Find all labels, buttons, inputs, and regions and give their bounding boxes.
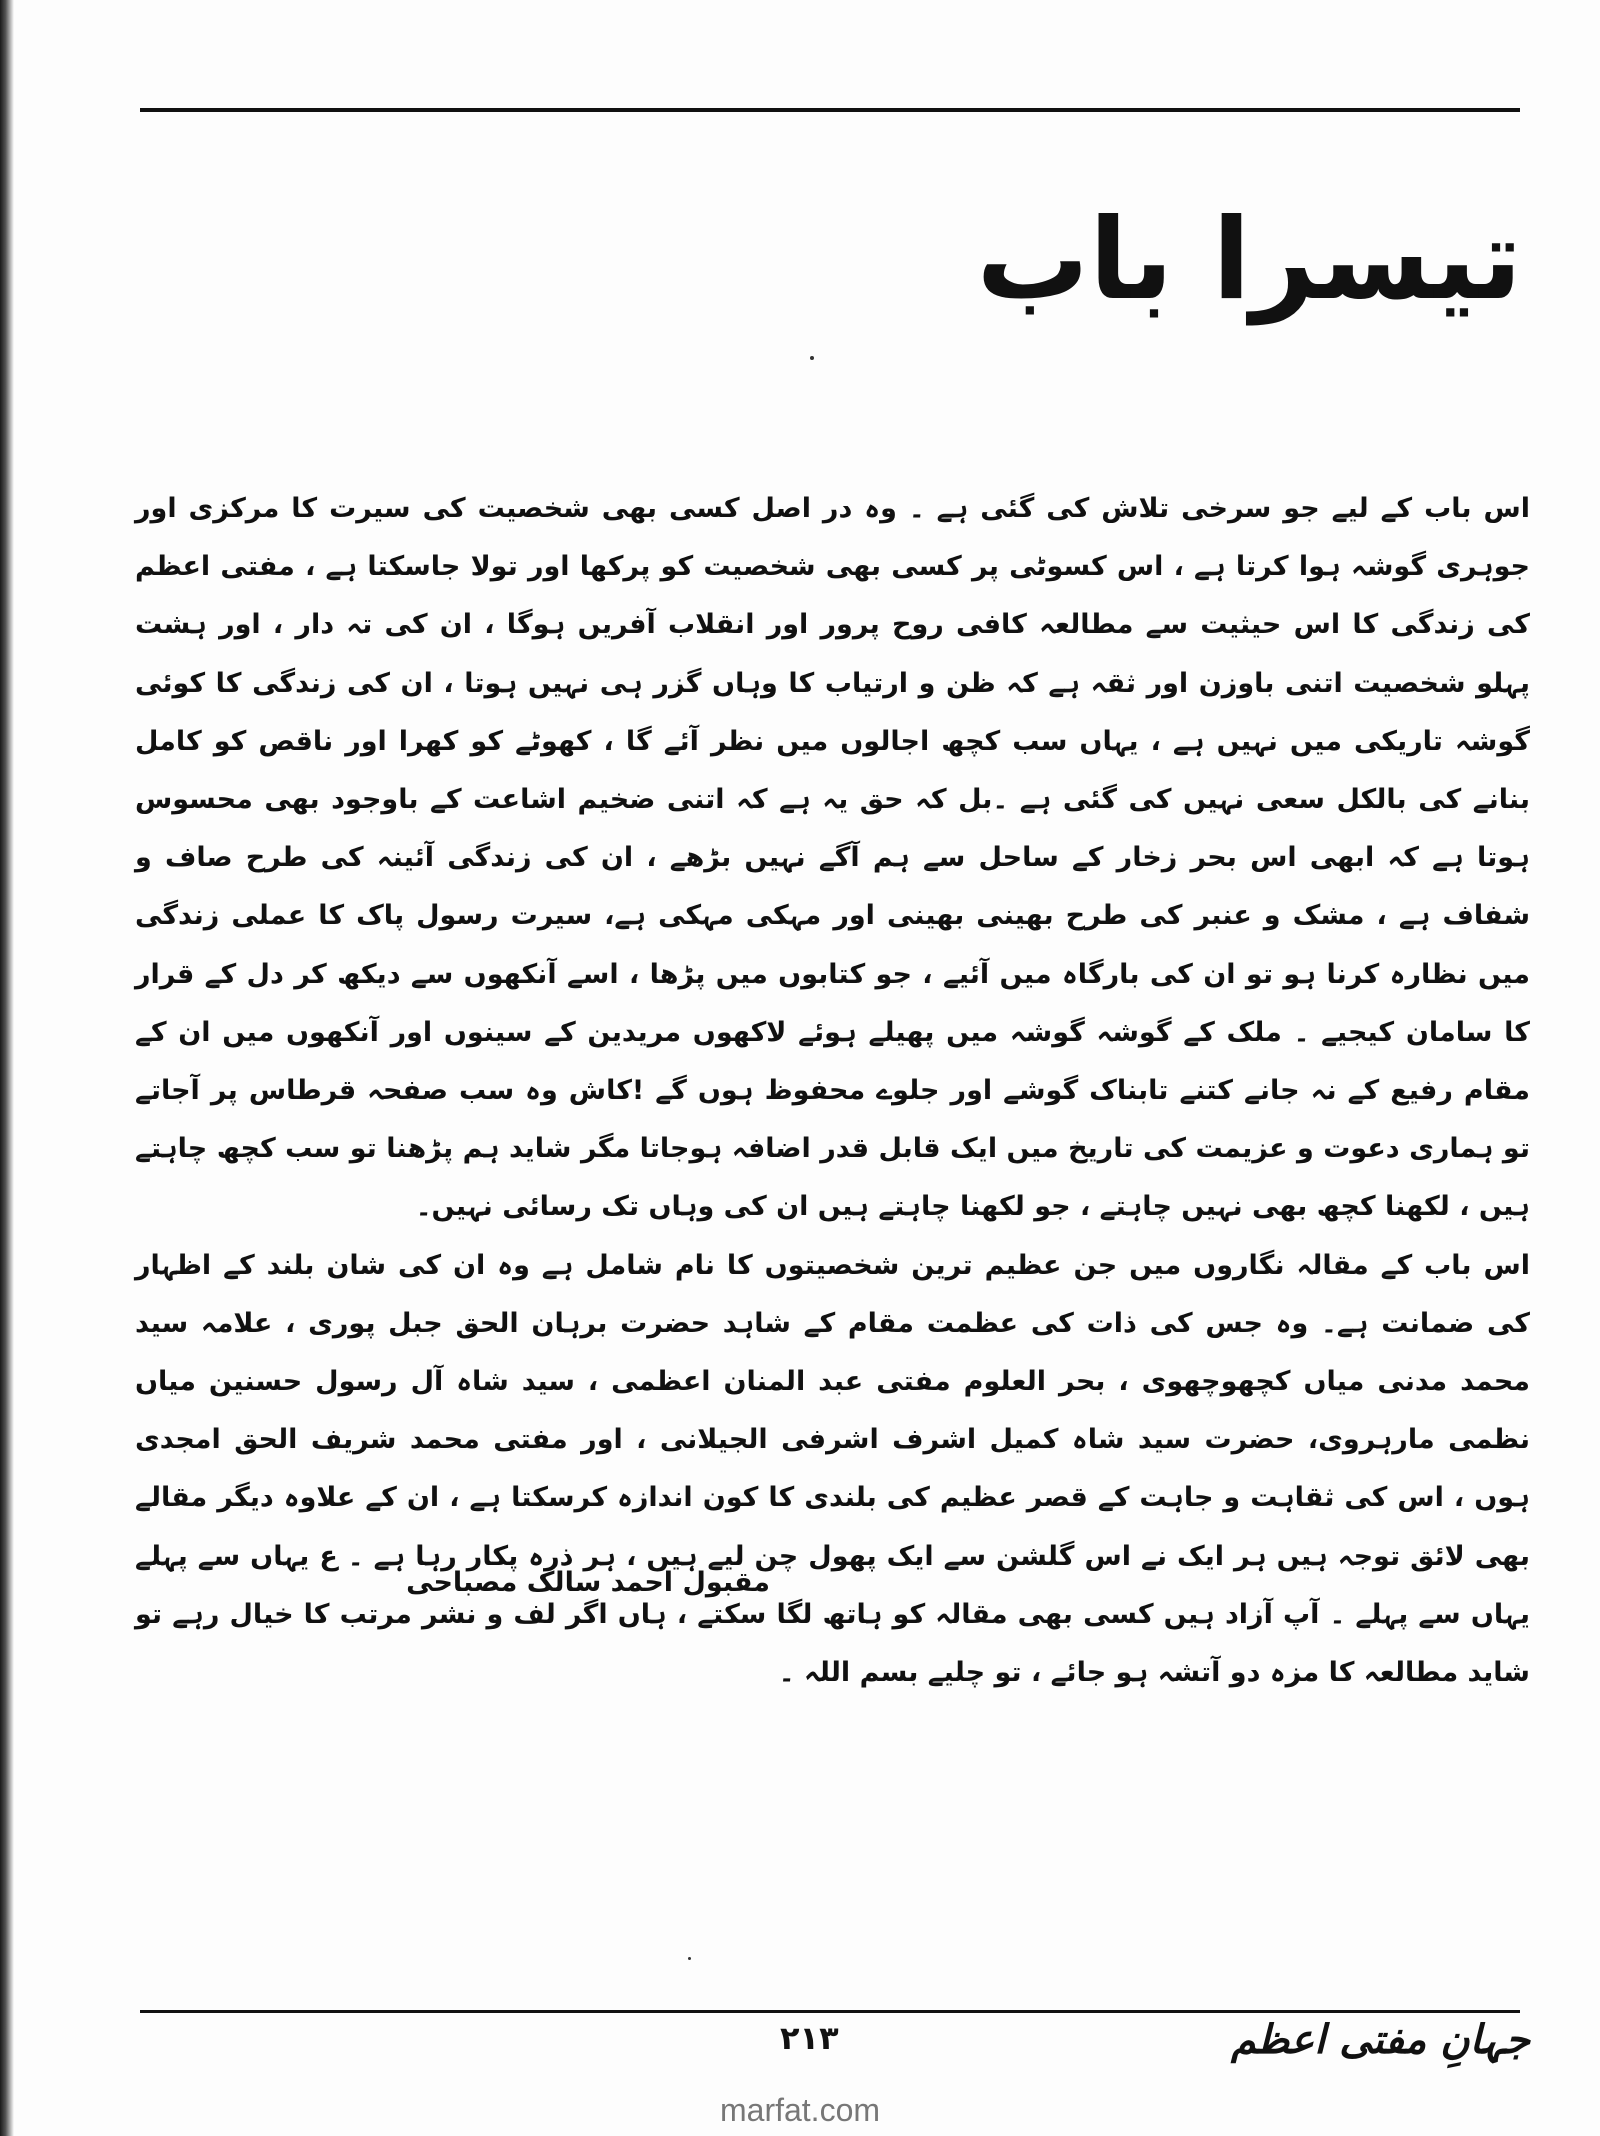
book-title-logo: جہانِ مفتی اعظم [1230, 2016, 1530, 2063]
top-rule [140, 108, 1520, 112]
ink-speck [810, 356, 814, 360]
paragraph-2: اس باب کے مقالہ نگاروں میں جن عظیم ترین شخصیتوں کا نام شامل ہے وہ ان کی شان بلند کے اظہار کی ضمانت ہے۔ وہ جس کی ذات کی عظمت مقام کے شاہد حضرت برہان الحق جبل پوری ، علامہ سید محمد مدنی میاں کچھوچھوی ، بحر العلوم مفتی عبد المنان اعظمی ، سید شاہ آل رسول حسنین میاں نظمی مارہروی، حضرت سید شاہ کمیل اشرف اشرفی الجیلانی ، اور مفتی محمد شریف الحق امجدی ہوں ، اس کی ثقاہت و جاہت کے قصر عظیم کی بلندی کا کون اندازہ کرسکتا ہے ، ان کے علاوہ دیگر مقالے بھی لائق توجہ ہیں ہر ایک نے اس گلشن سے ایک پھول چن لیے ہیں ، ہر ذرہ پکار رہا ہے ۔ ع یہاں سے پہلے یہاں سے پہلے ۔ آپ آزاد ہیں کسی بھی مقالہ کو ہاتھ لگا سکتے ، ہاں اگر لف و نشر مرتب کا خیال رہے تو شاید مطالعہ کا مزہ دو آتشہ ہو جائے ، تو چلیے بسم اللہ ۔ [135, 1249, 1530, 1689]
site-watermark: marfat.com [719, 2092, 881, 2128]
page-edge-shadow [0, 0, 14, 2136]
page-number: ۲۱۳ [780, 2019, 839, 2057]
body-text [135, 480, 1530, 1702]
author-signature: مقبول احمد سالک مصباحی [406, 1567, 770, 1598]
chapter-title: تیسرا باب [976, 195, 1522, 325]
paragraph-1: اس باب کے لیے جو سرخی تلاش کی گئی ہے ۔ وہ در اصل کسی بھی شخصیت کی سیرت کا مرکزی اور جوہری گوشہ ہوا کرتا ہے ، اس کسوٹی پر کسی بھی شخصیت کو پرکھا اور تولا جاسکتا ہے ، مفتی اعظم کی زندگی کا اس حیثیت سے مطالعہ کافی روح پرور اور انقلاب آفریں ہوگا ، ان کی تہ دار ، اور ہشت پہلو شخصیت اتنی باوزن اور ثقہ ہے کہ ظن و ارتیاب کا وہاں گزر ہی نہیں ہوتا ، ان کی زندگی کا کوئی گوشہ تاریکی میں نہیں ہے ، یہاں سب کچھ اجالوں میں نظر آئے گا ، کھوٹے کو کھرا اور ناقص کو کامل بنانے کی بالکل سعی نہیں کی گئی ہے ۔بل کہ حق یہ ہے کہ اتنی ضخیم اشاعت کے باوجود بھی محسوس ہوتا ہے کہ ابھی اس بحر زخار کے ساحل سے ہم آگے نہیں بڑھے ، ان کی زندگی آئینہ کی طرح صاف و شفاف ہے ، مشک و عنبر کی طرح بھینی بھینی اور مہکی مہکی ہے، سیرت رسول پاک کا عملی زندگی میں نظارہ کرنا ہو تو ان کی بارگاہ میں آئیے ، جو کتابوں میں پڑھا ، اسے آنکھوں سے دیکھ کر دل کے قرار کا سامان کیجیے ۔ ملک کے گوشہ گوشہ میں پھیلے ہوئے لاکھوں مریدین کے سینوں اور آنکھوں میں ان کے مقام رفیع کے نہ جانے کتنے تابناک گوشے اور جلوے محفوظ ہوں گے !کاش وہ سب صفحہ قرطاس پر آجاتے تو ہماری دعوت و عزیمت کی تاریخ میں ایک قابل قدر اضافہ ہوجاتا مگر شاید ہم پڑھنا تو سب کچھ چاہتے ہیں ، لکھنا کچھ بھی نہیں چاہتے ، جو لکھنا چاہتے ہیں ان کی وہاں تک رسائی نہیں۔ [135, 493, 1530, 1223]
ink-speck [688, 1957, 691, 1960]
